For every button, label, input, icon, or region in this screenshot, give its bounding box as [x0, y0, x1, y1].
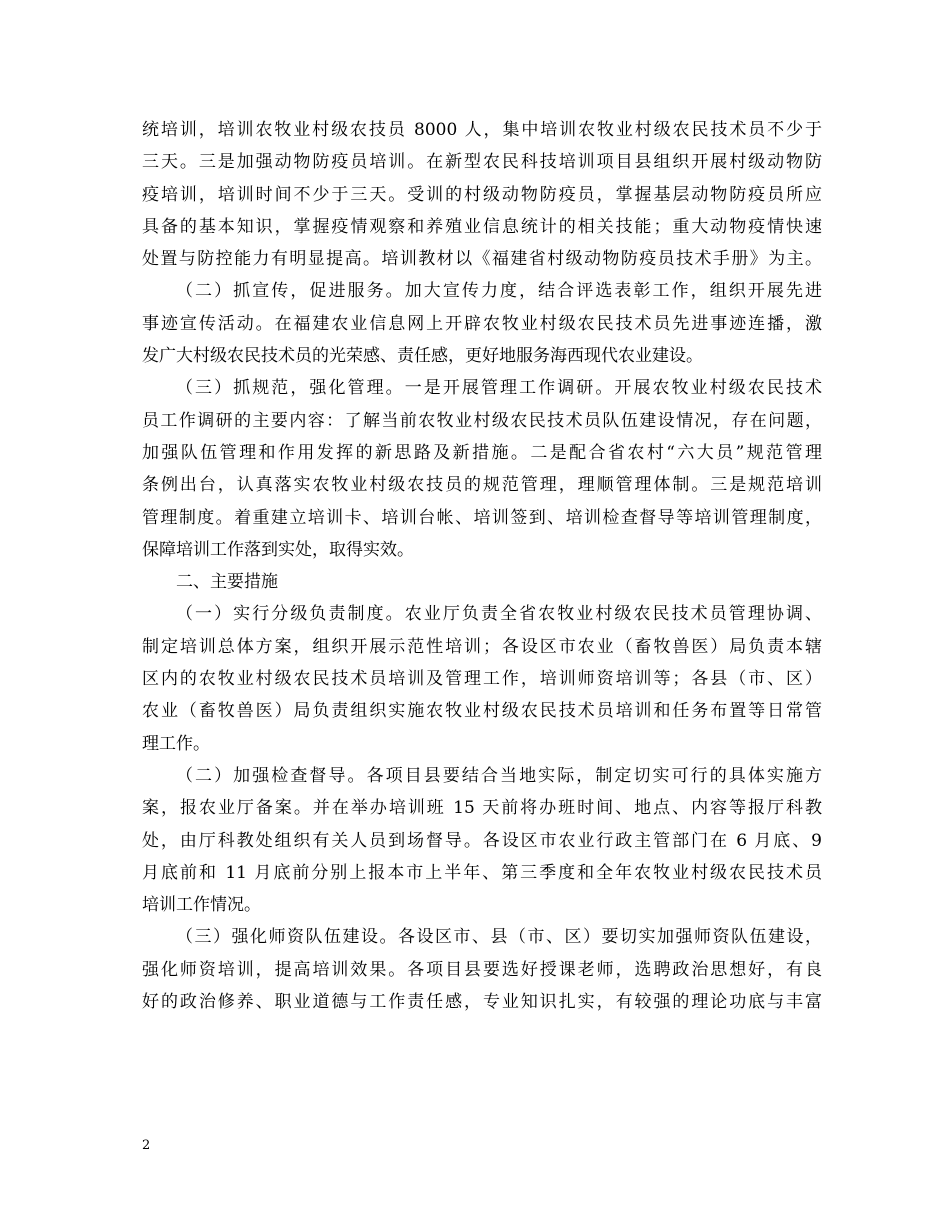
text-line: 案，报农业厅备案。并在举办培训班 15 天前将办班时间、地点、内容等报厅科教 [142, 798, 822, 819]
text-line: 三天。三是加强动物防疫员培训。在新型农民科技培训项目县组织开展村级动物防 [142, 152, 822, 173]
text-line: 统培训，培训农牧业村级农技员 8000 人，集中培训农牧业村级农民技术员不少于 [142, 120, 822, 140]
text-line: 农业（畜牧兽医）局负责组织实施农牧业村级农民技术员培训和任务布置等日常管 [142, 701, 822, 722]
text-line: 二、主要措施 [176, 572, 278, 593]
text-line: 培训工作情况。 [142, 895, 261, 916]
text-line: 处置与防控能力有明显提高。培训教材以《福建省村级动物防疫员技术手册》为主。 [142, 249, 822, 270]
text-line: 疫培训，培训时间不少于三天。受训的村级动物防疫员，掌握基层动物防疫员所应 [142, 184, 822, 205]
text-line: 条例出台，认真落实农牧业村级农技员的规范管理，理顺管理体制。三是规范培训 [142, 475, 822, 496]
body-text [142, 114, 822, 1018]
text-line: 加强队伍管理和作用发挥的新思路及新措施。二是配合省农村“六大员”规范管理 [142, 442, 822, 463]
text-line: （三）强化师资队伍建设。各设区市、县（市、区）要切实加强师资队伍建设， [176, 927, 822, 948]
text-line: 月底前和 11 月底前分别上报本市上半年、第三季度和全年农牧业村级农民技术员 [142, 862, 822, 883]
text-line: （二）抓宣传，促进服务。加大宣传力度，结合评选表彰工作，组织开展先进 [176, 281, 822, 302]
text-line: 发广大村级农民技术员的光荣感、责任感，更好地服务海西现代农业建设。 [142, 346, 703, 367]
text-line: 处，由厅科教处组织有关人员到场督导。各设区市农业行政主管部门在 6 月底、9 [142, 830, 822, 851]
text-line: 制定培训总体方案，组织开展示范性培训；各设区市农业（畜牧兽医）局负责本辖 [142, 636, 822, 657]
text-line: （三）抓规范，强化管理。一是开展管理工作调研。开展农牧业村级农民技术 [176, 378, 822, 399]
page-number: 2 [142, 1138, 151, 1153]
text-line: 事迹宣传活动。在福建农业信息网上开辟农牧业村级农民技术员先进事迹连播，激 [142, 313, 822, 334]
text-line: 保障培训工作落到实处，取得实效。 [142, 539, 414, 560]
text-line: （一）实行分级负责制度。农业厅负责全省农牧业村级农民技术员管理协调、 [176, 604, 822, 625]
text-line: 理工作。 [142, 733, 210, 754]
text-line: 员工作调研的主要内容：了解当前农牧业村级农民技术员队伍建设情况，存在问题， [142, 410, 822, 431]
text-line: 具备的基本知识，掌握疫情观察和养殖业信息统计的相关技能；重大动物疫情快速 [142, 216, 822, 237]
text-line: （二）加强检查督导。各项目县要结合当地实际，制定切实可行的具体实施方 [176, 765, 822, 786]
text-line: 管理制度。着重建立培训卡、培训台帐、培训签到、培训检查督导等培训管理制度， [142, 507, 822, 528]
text-line: 强化师资培训，提高培训效果。各项目县要选好授课老师，选聘政治思想好，有良 [142, 959, 822, 980]
text-line: 好的政治修养、职业道德与工作责任感，专业知识扎实，有较强的理论功底与丰富 [142, 992, 822, 1013]
text-line: 区内的农牧业村级农民技术员培训及管理工作，培训师资培训等；各县（市、区） [142, 669, 822, 690]
